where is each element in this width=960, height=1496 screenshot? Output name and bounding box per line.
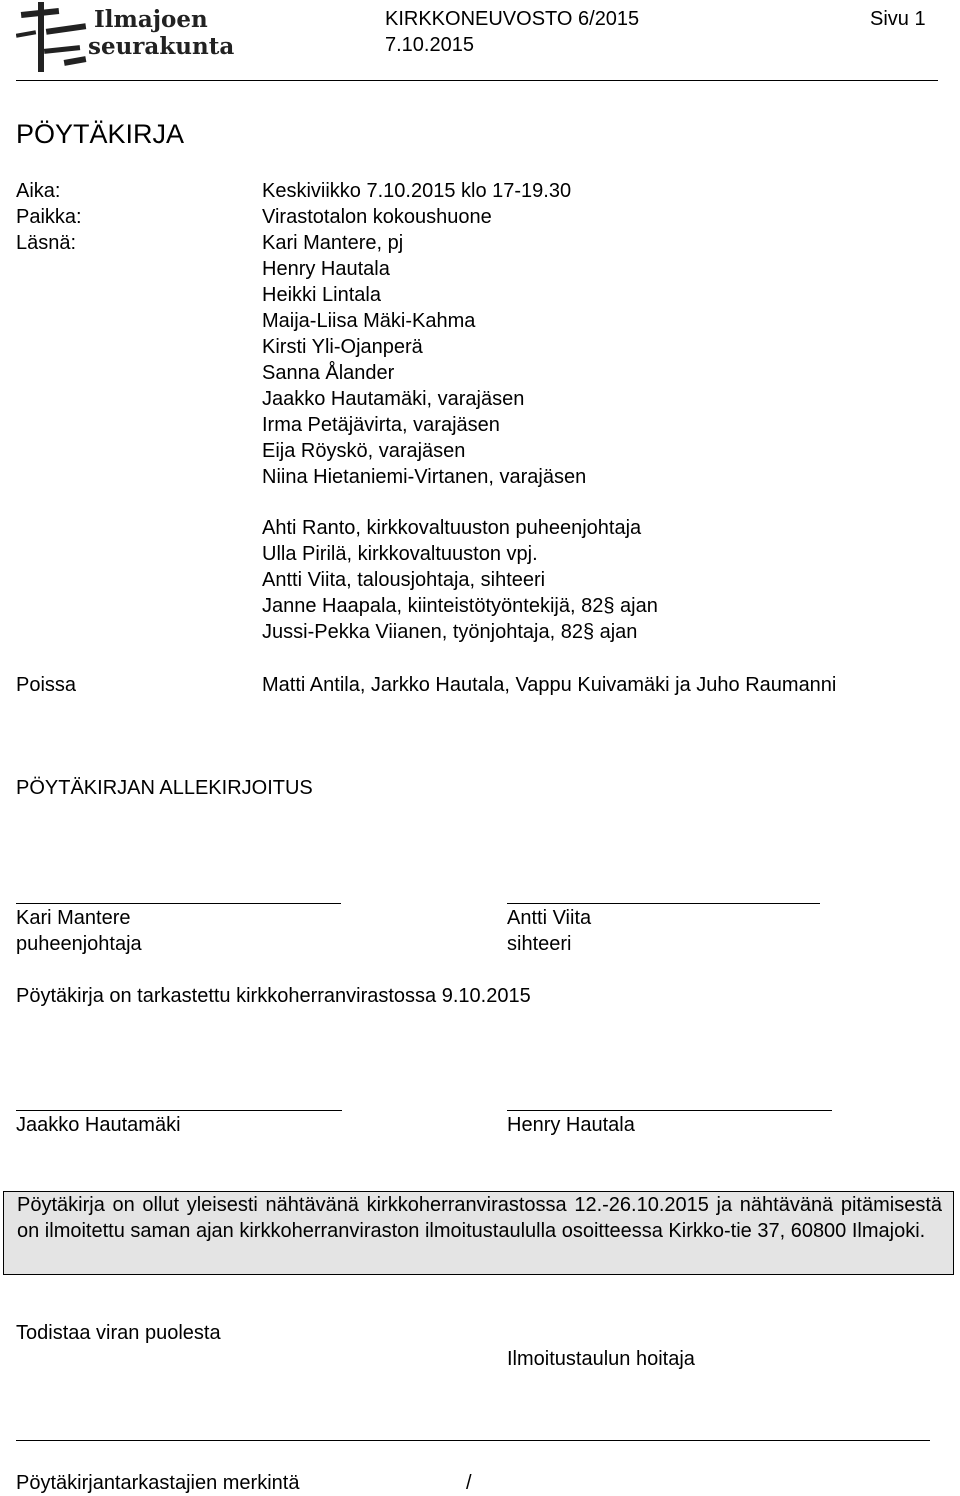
secretary-name: Antti Viita — [507, 907, 592, 929]
place-value: Virastotalon kokoushuone — [262, 206, 492, 228]
absent-label: Poissa — [16, 674, 77, 696]
checkers-note-slash: / — [466, 1472, 472, 1494]
list-item: Ulla Pirilä, kirkkovaltuuston vpj. — [262, 543, 538, 565]
present-label: Läsnä: — [16, 232, 77, 254]
list-item: Sanna Ålander — [262, 362, 395, 384]
signature-line — [507, 903, 820, 904]
present-others-list — [262, 515, 658, 645]
signature-line — [507, 1110, 832, 1111]
list-item: Janne Haapala, kiinteistötyöntekijä, 82§ ajan — [262, 595, 658, 617]
list-item: Henry Hautala — [262, 258, 390, 280]
chair-role: puheenjohtaja — [16, 933, 142, 955]
public-notice-text: Pöytäkirja on ollut yleisesti nähtävänä kirkkoherranvirastossa 12.-26.10.2015 ja nähtävänä pitämisestä on ilmoitettu saman ajan kirkkoherranviraston ilmoitustaululla osoitteessa Kirkko-tie 37, 60800 Ilmajoki. — [17, 1194, 942, 1242]
checked-statement: Pöytäkirja on tarkastettu kirkkoherranvirastossa 9.10.2015 — [16, 985, 531, 1007]
time-value: Keskiviikko 7.10.2015 klo 17-19.30 — [262, 180, 572, 202]
document-name: KIRKKONEUVOSTO 6/2015 — [385, 8, 640, 30]
list-item: Niina Hietaniemi-Virtanen, varajäsen — [262, 466, 587, 488]
header-divider — [16, 80, 938, 81]
svg-text:seurakunta: seurakunta — [88, 33, 235, 60]
list-item: Antti Viita, talousjohtaja, sihteeri — [262, 569, 546, 591]
svg-text:Ilmajoen: Ilmajoen — [94, 6, 208, 33]
present-members-list — [262, 230, 586, 490]
page-number: Sivu 1 — [870, 8, 926, 30]
checkers-note-label: Pöytäkirjantarkastajien merkintä — [16, 1472, 300, 1494]
list-item: Kirsti Yli-Ojanperä — [262, 336, 423, 358]
list-item: Eija Röyskö, varajäsen — [262, 440, 466, 462]
certify-label: Todistaa viran puolesta — [16, 1322, 221, 1344]
footer-divider — [16, 1440, 930, 1441]
signature-line — [16, 903, 341, 904]
notice-board-keeper: Ilmoitustaulun hoitaja — [507, 1348, 695, 1370]
list-item: Ahti Ranto, kirkkovaltuuston puheenjohtaja — [262, 517, 642, 539]
absent-value: Matti Antila, Jarkko Hautala, Vappu Kuivamäki ja Juho Raumanni — [262, 674, 837, 696]
list-item: Kari Mantere, pj — [262, 232, 404, 254]
parish-logo — [16, 2, 238, 80]
list-item: Heikki Lintala — [262, 284, 381, 306]
list-item: Jaakko Hautamäki, varajäsen — [262, 388, 525, 410]
list-item: Jussi-Pekka Viianen, työnjohtaja, 82§ ajan — [262, 621, 638, 643]
list-item: Irma Petäjävirta, varajäsen — [262, 414, 500, 436]
signatures-heading: PÖYTÄKIRJAN ALLEKIRJOITUS — [16, 777, 313, 799]
place-label: Paikka: — [16, 206, 82, 228]
chair-name: Kari Mantere — [16, 907, 131, 929]
signature-line — [16, 1110, 342, 1111]
secretary-role: sihteeri — [507, 933, 572, 955]
time-label: Aika: — [16, 180, 61, 202]
document-date: 7.10.2015 — [385, 34, 474, 56]
public-notice-box — [3, 1191, 954, 1275]
page-title: PÖYTÄKIRJA — [16, 119, 185, 149]
checker-1-name: Jaakko Hautamäki — [16, 1114, 181, 1136]
list-item: Maija-Liisa Mäki-Kahma — [262, 310, 476, 332]
checker-2-name: Henry Hautala — [507, 1114, 635, 1136]
